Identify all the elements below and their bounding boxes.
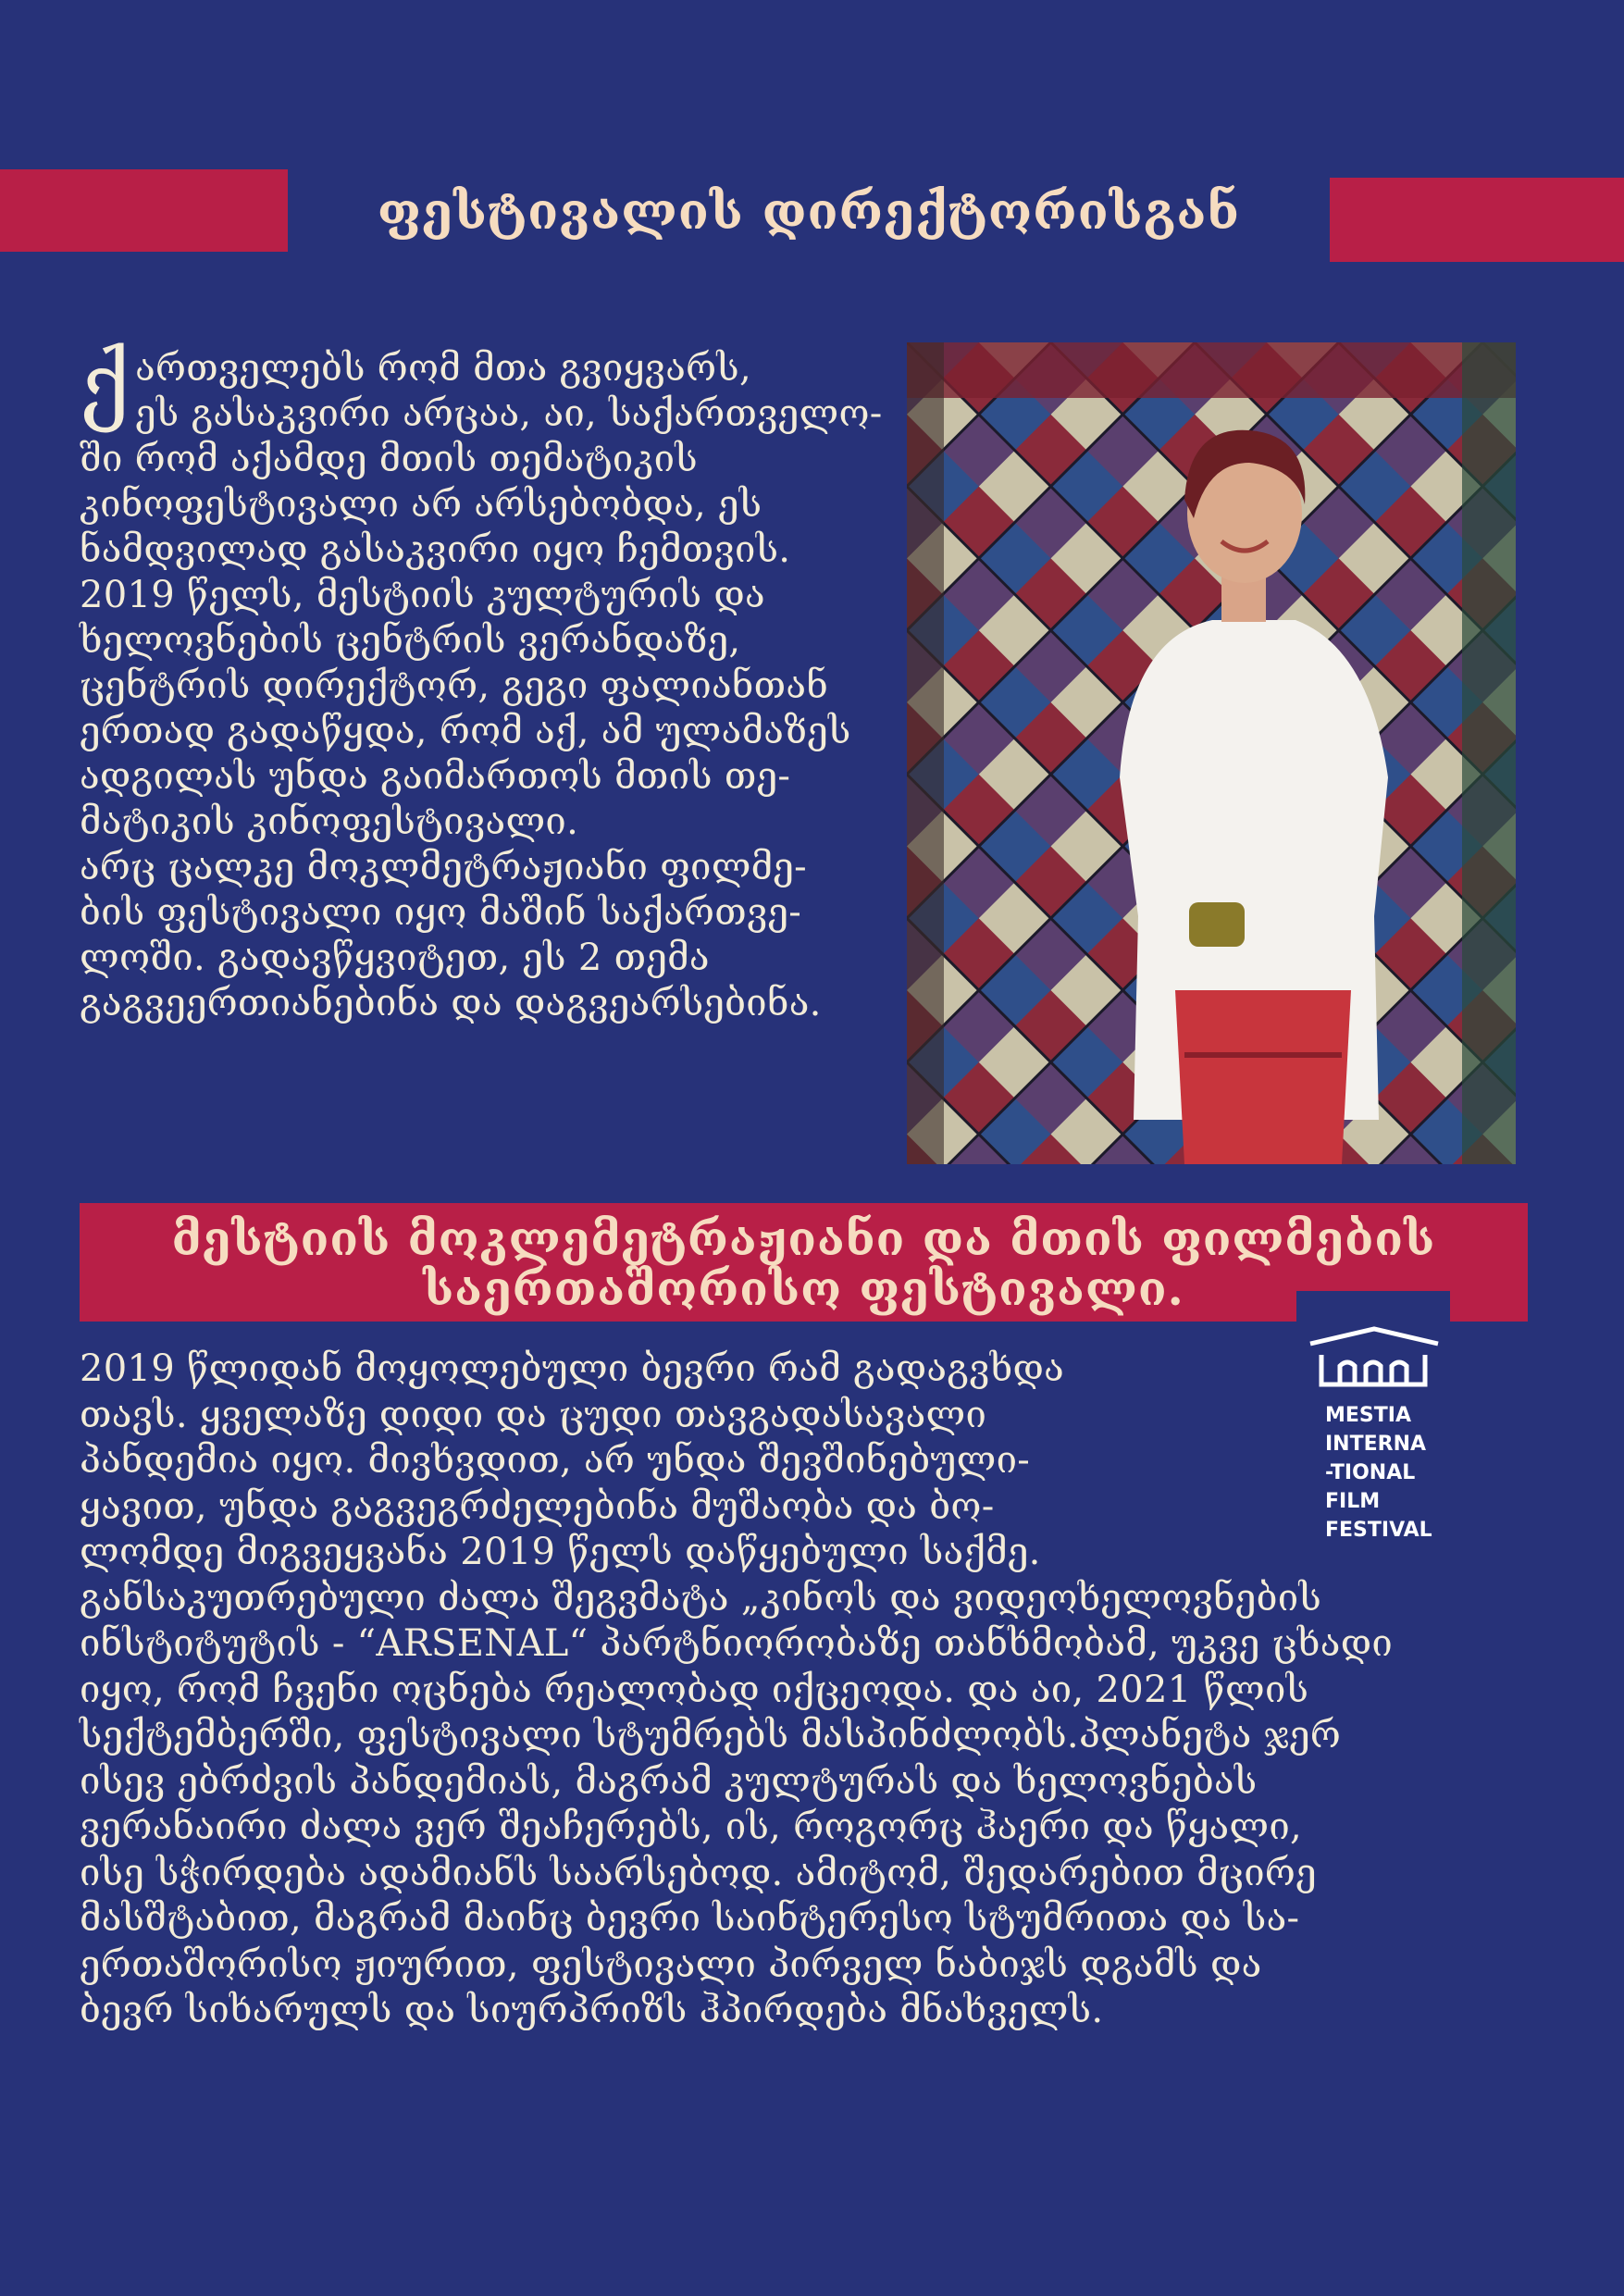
logo-line: -TIONAL [1325,1461,1416,1484]
body-line: ყავით, უნდა გაგვეგრძელებინა მუშაობა და ბო- [80,1484,995,1528]
logo-line: MESTIA [1325,1404,1411,1427]
intro-line: 2019 წელს, მესტიის კულტურის და [80,574,765,616]
page-title: ფესტივალის დირექტორისგან [377,181,1241,241]
intro-paragraph [80,335,885,1026]
body-line: იყო, რომ ჩვენი ოცნება რეალობად იქცეოდა. და აი, 2021 წლის [80,1668,1309,1711]
body-line: ვერანაირი ძალა ვერ შეაჩერებს, ის, როგორც ჰაერი და წყალი, [80,1806,1303,1848]
body-line: ბევრ სიხარულს და სიურპრიზს ჰპირდება მნახველს. [80,1989,1104,2031]
drop-cap: ქ [80,335,130,434]
intro-line: ნამდვილად გასაკვირი იყო ჩემთვის. [80,528,791,571]
header-band-right [1330,178,1624,262]
photo-illustration [907,342,1516,1164]
body-line: ერთაშორისო ჟიურით, ფესტივალი პირველ ნაბიჯს დგამს და [80,1942,1262,1986]
intro-line: ართველებს რომ მთა გვიყვარს, [135,347,752,390]
intro-line: მატიკის კინოფესტივალი. [80,800,579,843]
intro-line: ადგილას უნდა გაიმართოს მთის თე- [80,755,791,798]
intro-line: ერთად გადაწყდა, რომ აქ, ამ ულამაზეს [80,710,851,752]
body-line: სექტემბერში, ფესტივალი სტუმრებს მასპინძლობს.პლანეტა ჯერ [80,1714,1342,1756]
body-paragraph [80,1347,1551,2034]
intro-line: ში რომ აქამდე მთის თემატიკის [80,438,698,480]
body-line: განსაკუთრებული ძალა შეგვმატა „კინოს და ვიდეოხელოვნების [80,1576,1322,1620]
logo-line: FESTIVAL [1325,1519,1432,1542]
body-line: ისე სჭირდება ადამიანს საარსებოდ. ამიტომ, შედარებით მცირე [80,1851,1317,1894]
intro-line: ლოში. გადავწყვიტეთ, ეს 2 თემა [80,937,710,979]
intro-line: ბის ფესტივალი იყო მაშინ საქართვე- [80,891,802,934]
logo-line: INTERNA [1325,1433,1427,1456]
intro-line: ცენტრის დირექტორ, გეგი ფალიანთან [80,664,829,707]
body-line: თავს. ყველაზე დიდი და ცუდი თავგადასავალი [80,1393,987,1436]
festival-name [80,1211,1528,1316]
festival-name-line-2: საერთაშორისო ფესტივალი. [423,1261,1184,1316]
festival-name-line-1: მესტიის მოკლემეტრაჟიანი და მთის ფილმების [171,1211,1436,1266]
body-line: ისევ ებრძვის პანდემიას, მაგრამ კულტურას და ხელოვნებას [80,1759,1258,1803]
body-line: ლომდე მიგვეყვანა 2019 წელს დაწყებული საქმე. [80,1531,1041,1573]
body-line: პანდემია იყო. მივხვდით, არ უნდა შევშინებული- [80,1439,1031,1482]
intro-line: არც ცალკე მოკლმეტრაჟიანი ფილმე- [80,846,807,888]
intro-line: გაგვეერთიანებინა და დაგვეარსებინა. [80,982,822,1024]
intro-line: კინოფესტივალი არ არსებობდა, ეს [80,483,762,526]
body-line: მასშტაბით, მაგრამ მაინც ბევრი საინტერესო სტუმრითა და სა- [80,1897,1300,1940]
body-line: ინსტიტუტის - “ARSENAL“ პარტნიორობაზე თანხმობამ, უკვე ცხადი [80,1622,1394,1665]
header-band-left [0,169,288,252]
intro-line: ხელოვნების ცენტრის ვერანდაზე, [80,619,741,662]
logo-line: FILM [1325,1490,1381,1513]
director-photo [907,342,1516,1164]
body-line: 2019 წლიდან მოყოლებული ბევრი რამ გადაგვხდა [80,1347,1065,1390]
intro-line: ეს გასაკვირი არცაა, აი, საქართველო- [135,392,883,435]
